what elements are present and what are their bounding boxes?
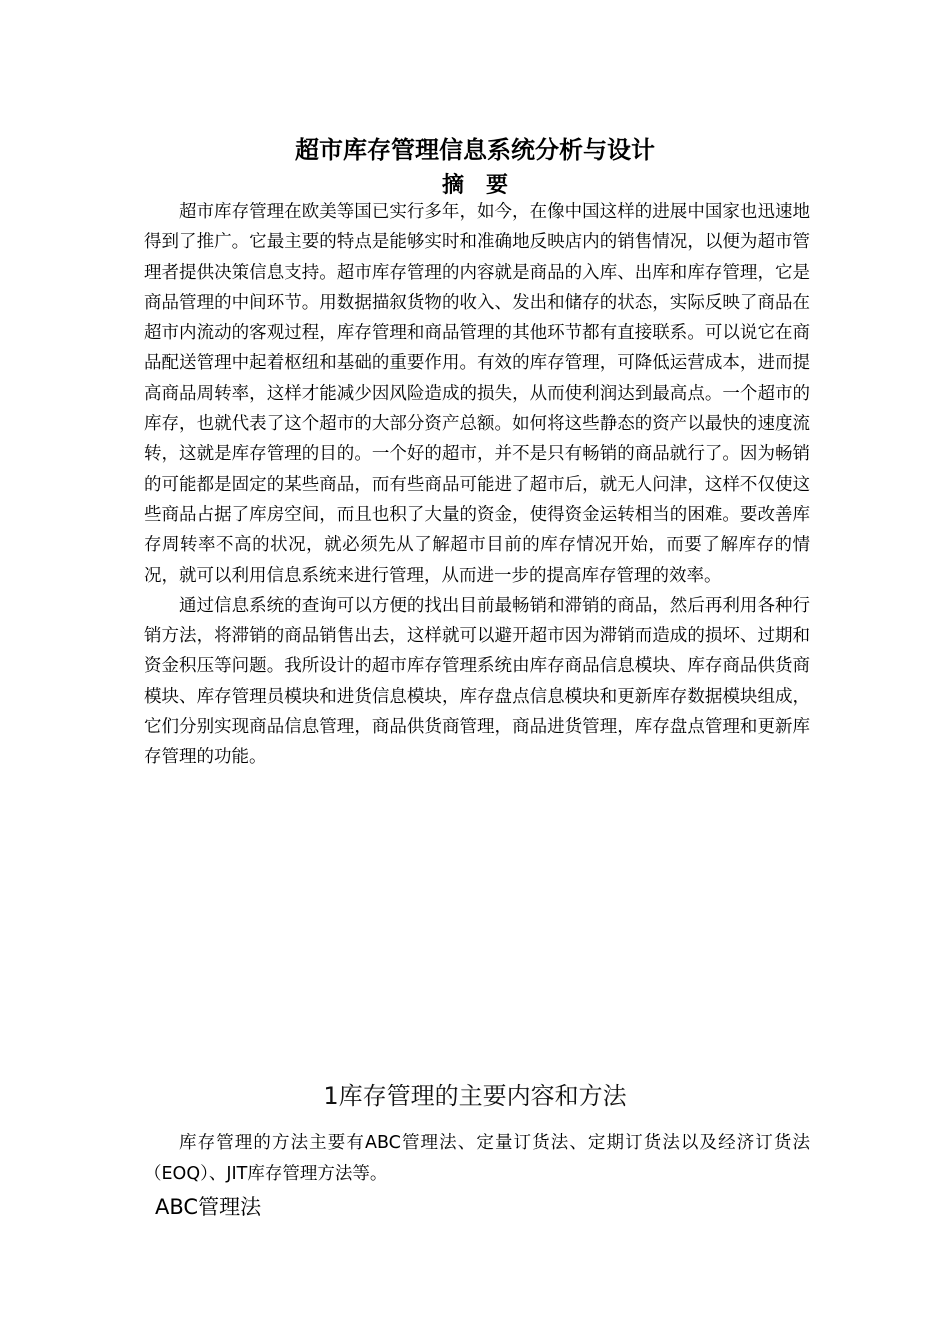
- abstract-body: [144, 197, 810, 773]
- document-title: 超市库存管理信息系统分析与设计: [295, 136, 655, 164]
- section-body: [144, 1128, 810, 1190]
- abstract-paragraph-1: 超市库存管理在欧美等国已实行多年，如今，在像中国这样的进展中国家也迅速地得到了推广。它最主要的特点是能够实时和准确地反映店内的销售情况，以便为超市管理者提供决策信息支持。超市库存管理的内容就是商品的入库、出库和库存管理，它是商品管理的中间环节。用数据描叙货物的收入、发出和储存的状态，实际反映了商品在超市内流动的客观过程，库存管理和商品管理的其他环节都有直接联系。可以说它在商品配送管理中起着枢纽和基础的重要作用。有效的库存管理，可降低运营成本，进而提高商品周转率，这样才能减少因风险造成的损失，从而使利润达到最高点。一个超市的库存，也就代表了这个超市的大部分资产总额。如何将这些静态的资产以最快的速度流转，这就是库存管理的目的。一个好的超市，并不是只有畅销的商品就行了。因为畅销的可能都是固定的某些商品，而有些商品可能进了超市后，就无人问津，这样不仅使这些商品占据了库房空间，而且也积了大量的资金，使得资金运转相当的困难。要改善库存周转率不高的状况，就必须先从了解超市目前的库存情况开始，而要了解库存的情况，就可以利用信息系统来进行管理，从而进一步的提高库存管理的效率。: [144, 202, 810, 586]
- section-paragraph: 库存管理的方法主要有ABC管理法、定量订货法、定期订货法以及经济订货法（EOQ）、JIT库存管理方法等。: [144, 1133, 810, 1184]
- abstract-heading-char-2: 要: [486, 173, 509, 198]
- subsection-heading: ABC管理法: [155, 1195, 262, 1219]
- abstract-heading-char-1: 摘: [441, 173, 464, 198]
- abstract-paragraph-2: 通过信息系统的查询可以方便的找出目前最畅销和滞销的商品，然后再利用各种行销方法，将滞销的商品销售出去，这样就可以避开超市因为滞销而造成的损坏、过期和资金积压等问题。我所设计的超市库存管理系统由库存商品信息模块、库存商品供货商模块、库存管理员模块和进货信息模块，库存盘点信息模块和更新库存数据模块组成，它们分别实现商品信息管理，商品供货商管理，商品进货管理，库存盘点管理和更新库存管理的功能。: [144, 595, 810, 768]
- section-heading: 1库存管理的主要内容和方法: [323, 1082, 627, 1110]
